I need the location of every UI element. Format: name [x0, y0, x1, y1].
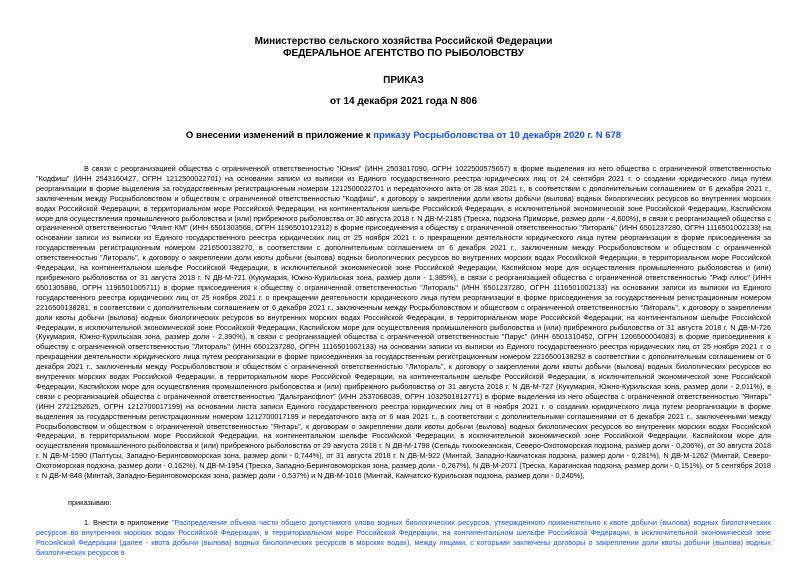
- document-body: [36, 164, 771, 558]
- document-type: ПРИКАЗ: [383, 75, 424, 86]
- item1-prefix: 1. Внести в приложение: [84, 517, 172, 527]
- document-title: [36, 130, 771, 142]
- preamble-paragraph: В связи с реорганизацией общества с ограниченной ответственностью "Юния" (ИНН 2503017090, ОГРН 1022500575657) в форме выделения из него общества с ограниченной ответственностью "Кодфиш" (ИНН 2543160427, ОГРН 1212500022701) на основании записи из выписки из Единого государственного реестра юридических лиц от 24 сентября 2021 г. о создании юридического лица путем реорганизации в форме выделения за государственным регистрационным номером 1212500022701 и передаточного акта от 28 мая 2021 г., в соответствии с дополнительным соглашением от 6 декабря 2021 г., заключенным между Росрыболовством и обществом с ограниченной ответственностью "Кодфиш", к договору о закреплении доли квоты добычи (вылова) водных биологических ресурсов во внутренних морских водах Российской Федерации, в территориальном море Российской Федерации, на континентальном шельфе Российской Федерации, в исключительной экономической зоне Российской Федерации, Каспийском море для осуществления промышленного рыболовства и (или) прибрежного рыболовства от 30 августа 2018 г. N ДВ-М-2185 (Треска, подзона Приморье, размер доли - 4,600%), в связи с реорганизацией общества с ограниченной ответственностью "Флинт КМ" (ИНН 6501303568, ОГРН 1196501012312) в форме присоединения к обществу с ограниченной ответственностью "Литораль" (ИНН 6501237280, ОГРН 1116501002133) на основании записи из выписки из Единого государственного реестра юридических лиц от 25 ноября 2021 г. о прекращении деятельности юридического лица путем реорганизации в форме присоединения за государственным регистрационным номером 2216500138270, в соответствии с дополнительным соглашением от 6 декабря 2021 г., заключенным между Росрыболовством и обществом с ограниченной ответственностью "Литораль", к договору о закреплении доли квоты добычи (вылова) водных биологических ресурсов во внутренних морских водах Российской Федерации, в территориальном море Российской Федерации, на континентальном шельфе Российской Федерации, в исключительной экономической зоне Российской Федерации, Каспийском море для осуществления промышленного рыболовства и (или) прибрежного рыболовства от 31 августа 2018 г. N ДВ-М-721 (Кукумария, Южно-Курильская зона, размер доли - 1,385%), в связи с реорганизацией общества с ограниченной ответственностью "Риф плюс" (ИНН 6501305886, ОГРН 1196501005711) в форме присоединения к обществу с ограниченной ответственностью "Литораль" (ИНН 6501237280, ОГРН 1116501002133) на основании записи из выписки из Единого государственного реестра юридических лиц от 25 ноября 2021 г. о прекращении деятельности юридического лица путем реорганизации в форме присоединения за государственным регистрационным номером 2216500138281, в соответствии с дополнительным соглашением от 6 декабря 2021 г., заключенным между Росрыболовством и обществом с ограниченной ответственностью "Литораль", к договору о закреплении доли квоты добычи (вылова) водных биологических ресурсов во внутренних морских водах Российской Федерации, в территориальном море Российской Федерации, на континентальном шельфе Российской Федерации, в исключительной экономической зоне Российской Федерации, Каспийском море для осуществления промышленного рыболовства и (или) прибрежного рыболовства от 31 августа 2018 г. N ДВ-М-726 (Кукумария, Южно-Курильская зона, размер доли - 2,390%), в связи с реорганизацией общества с ограниченной ответственностью "Парус" (ИНН 6501310452, ОГРН 1206500004083) в форме присоединения к обществу с ограниченной ответственностью "Литораль" (ИНН 6501237280, ОГРН 1116501002133) на основании записи из выписки из Единого государственного реестра юридических лиц от 25 ноября 2021 г. о прекращении деятельности юридического лица путем реорганизации в форме присоединения за государственным регистрационным номером 2216500138292 в соответствии с дополнительным соглашением от 6 декабря 2021 г., заключенным между Росрыболовством и обществом с ограниченной ответственностью "Литораль", к договору о закреплении доли квоты добычи (вылова) водных биологических ресурсов во внутренних морских водах Российской Федерации, в территориальном море Российской Федерации, на континентальном шельфе Российской Федерации, в исключительной экономической зоне Российской Федерации, Каспийском море для осуществления промышленного рыболовства и (или) прибрежного рыболовства от 31 августа 2018 г. N ДВ-М-727 (Кукумария, Южно-Курильская зона, размер доли - 2,011%), в связи с реорганизацией общества с ограниченной ответственностью "Дальтрансфлот" (ИНН 2537068039, ОГРН 1032501812771) в форме выделения из него общества с ограниченной ответственностью "Янтарь" (ИНН 2721252625, ОГРН 1212700017199) на основании листа записи Единого государственного реестра юридических лиц от 8 ноября 2021 г. о создании юридического лица путем реорганизации в форме выделения за государственным регистрационным номером 1212700017199 и передаточного акта от 6 мая 2021 г., в соответствии с дополнительными соглашениями от 6 декабря 2021 г., заключенными между Росрыболовством и обществом с ограниченной ответственностью "Янтарь", к договорам о закреплении доли квоты добычи (вылова) водных биологических ресурсов во внутренних морских водах Российской Федерации, в территориальном море Российской Федерации, на континентальном шельфе Российской Федерации, в исключительной экономической зоне Российской Федерации, Каспийском море для осуществления промышленного рыболовства и (или) прибрежного рыболовства от 29 августа 2018 г. N ДВ-М-1798 (Сельдь тихоокеанская, Северо-Охотоморская подзона, размер доли - 0,206%), от 30 августа 2018 г. N ДВ-М-1590 (Палтусы, Западно-Беринговоморская зона, размер доли - 0,744%), от 31 августа 2018 г. N ДВ-М-922 (Минтай, Западно-Камчатская подзона, размер доли - 0,281%), N ДВ-М-1262 (Минтай, Северо-Охотоморская подзона, размер доли - 0,162%), N ДВ-М-1954 (Треска, Западно-Беринговоморская зона, размер доли - 0,267%), N ДВ-М-2071 (Треска, Карагинская подзона, размер доли - 0,151%), от 5 сентября 2018 г. N ДВ-М-848 (Минтай, Западно-Беринговоморская зона, размер доли - 0,537%) и N ДВ-М-1016 (Минтай, Камчатско-Курильская подзона, размер доли - 0,240%),: [36, 164, 771, 481]
- order-item-1-text: [36, 518, 771, 558]
- title-link[interactable]: приказу Росрыболовства от 10 декабря 2020 г. N 678: [373, 130, 622, 141]
- orders-block: [36, 498, 771, 508]
- ministry-name: Министерство сельского хозяйства Российской Федерации: [254, 36, 553, 47]
- document-header: [36, 36, 771, 108]
- document-date-number: от 14 декабря 2021 года N 806: [329, 96, 478, 107]
- title-prefix: О внесении изменений в приложение к: [185, 130, 374, 141]
- orders-word: приказываю:: [68, 498, 112, 507]
- order-item-1: [36, 518, 771, 558]
- agency-name: ФЕДЕРАЛЬНОЕ АГЕНТСТВО ПО РЫБОЛОВСТВУ: [283, 48, 524, 59]
- item1-appendix-link[interactable]: "Распределение объема части общего допустимого улова водных биологических ресурсов, утвержденного применительно к квоте добычи (вылова) водных биологических ресурсов во внутренних морских водах Российской Федерации, в территориальном море Российской Федерации, на континентальном шельфе Российской Федерации, в исключительной экономической зоне Российской Федерации (далее - квота добычи (вылова) водных биологических ресурсов в морских водах), между лицами, с которыми заключены договоры о закреплении доли квоты добычи (вылова) водных биологических ресурсов в: [36, 517, 771, 557]
